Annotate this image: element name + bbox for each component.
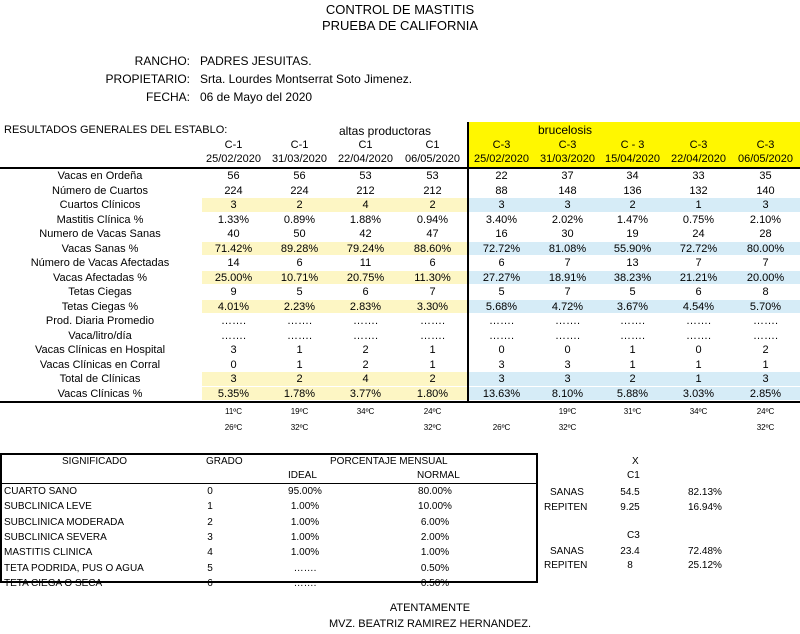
summary-c3-repiten-label: REPITEN (544, 560, 588, 571)
column-date: 31/03/2020 (271, 153, 328, 165)
summary-c1-repiten-label: REPITEN (544, 502, 588, 513)
table-cell: 3.30% (416, 300, 449, 313)
meaning-ideal: ……. (293, 562, 317, 574)
table-cell: 13.63% (482, 387, 521, 400)
column-date: 22/04/2020 (670, 153, 727, 165)
row-label: Número de Vacas Afectadas (30, 257, 170, 269)
table-cell: 38.23% (613, 271, 652, 284)
summary-c3-repiten-x: 8 (627, 560, 633, 571)
table-cell: 4.72% (551, 300, 584, 313)
meaning-normal: 80.00% (418, 486, 452, 497)
table-cell: 6 (362, 286, 369, 298)
meaning-grado: 5 (207, 562, 213, 574)
table-cell: 1.33% (217, 213, 250, 226)
meaning-grado: 4 (207, 547, 213, 559)
table-cell: 5 (498, 286, 505, 298)
meaning-normal: 1.00% (420, 547, 450, 559)
summary-c1-sanas-x: 54.5 (620, 487, 640, 498)
meaning-normal: 2.00% (420, 531, 450, 543)
table-cell: 2 (362, 344, 369, 356)
temperature-value: 26ºC (224, 423, 243, 432)
table-cell: 0.75% (682, 213, 715, 226)
table-cell: 33 (692, 170, 705, 182)
column-code: C-3 (492, 139, 511, 151)
meaning-name: SUBCLINICA MODERADA (4, 516, 125, 528)
meaning-normal: 10.00% (418, 501, 452, 513)
table-cell: 3 (564, 199, 571, 211)
table-cell: 22 (495, 170, 508, 182)
meaning-ideal: 95.00% (288, 486, 322, 497)
temperature-value: 24ºC (423, 407, 442, 416)
meaning-ideal: ……. (293, 577, 317, 589)
signature-name: MVZ. BEATRIZ RAMIREZ HERNANDEZ. (328, 618, 532, 630)
table-cell: 7 (695, 257, 702, 269)
table-cell: 4 (362, 373, 369, 385)
table-cell: ……. (752, 315, 779, 327)
meaning-grado: 6 (207, 577, 213, 589)
table-row (0, 227, 800, 242)
table-row (0, 358, 800, 373)
table-cell: 0 (230, 358, 237, 371)
table-cell: 1 (695, 373, 702, 385)
table-cell: 1 (695, 358, 702, 371)
table-row (0, 271, 800, 286)
table-cell: 7 (762, 257, 769, 269)
table-row (0, 387, 800, 402)
col-normal: NORMAL (417, 470, 460, 481)
summary-c1-sanas-label: SANAS (550, 487, 584, 498)
meaning-ideal: 1.00% (290, 501, 320, 513)
table-cell: ……. (419, 329, 446, 342)
report-title: CONTROL DE MASTITIS (325, 2, 475, 17)
table-cell: ……. (286, 329, 313, 342)
table-cell: ……. (352, 329, 379, 342)
summary-c1-sanas-pct: 82.13% (688, 487, 722, 498)
table-cell: 4.01% (217, 300, 250, 313)
propietario-label: PROPIETARIO: (105, 72, 190, 86)
column-date: 25/02/2020 (205, 153, 262, 165)
table-cell: 88.60% (413, 242, 452, 255)
table-row (0, 242, 800, 257)
column-code: C-3 (689, 139, 708, 151)
table-cell: 5.88% (616, 387, 649, 400)
table-cell: 56 (293, 170, 306, 182)
temperature-value: 11ºC (224, 407, 242, 416)
table-cell: 72.72% (679, 242, 718, 255)
table-cell: 24 (692, 228, 705, 240)
table-cell: 3 (230, 373, 237, 385)
table-cell: 28 (759, 228, 772, 240)
column-code: C - 3 (620, 139, 645, 151)
col-ideal: IDEAL (288, 470, 317, 481)
table-cell: 5.35% (217, 387, 250, 400)
table-cell: 14 (227, 257, 240, 269)
row-label: Mastitis Clínica % (56, 213, 144, 226)
meaning-name: TETA PODRIDA, PUS O AGUA (4, 562, 144, 574)
table-cell: 7 (564, 286, 571, 298)
table-cell: 11 (359, 257, 372, 269)
table-cell: 18.91% (548, 271, 587, 284)
group-brucelosis: brucelosis (537, 123, 593, 137)
summary-c3-label: C3 (627, 530, 640, 541)
temperature-value: 32ºC (290, 423, 309, 432)
meaning-normal: 0.50% (420, 562, 450, 574)
temperature-value: 19ºC (290, 407, 309, 416)
rancho-value: PADRES JESUITAS. (200, 54, 312, 68)
table-cell: ……. (220, 315, 247, 327)
table-cell: 53 (359, 170, 372, 182)
temperature-value: 31ºC (623, 407, 642, 416)
table-cell: 3.40% (485, 213, 518, 226)
table-cell: 4 (362, 199, 369, 211)
table-cell: ……. (419, 315, 446, 327)
column-date: 15/04/2020 (604, 153, 661, 165)
table-cell: 27.27% (482, 271, 521, 284)
table-cell: 8 (762, 286, 769, 298)
meaning-name: SUBCLINICA SEVERA (4, 531, 107, 543)
table-cell: 8.10% (551, 387, 584, 400)
table-cell: 5.68% (485, 300, 518, 313)
table-cell: 1 (695, 199, 702, 211)
table-cell: 3 (230, 344, 237, 356)
table-cell: 3 (762, 199, 769, 211)
meaning-name: MASTITIS CLINICA (4, 547, 93, 559)
table-row (0, 169, 800, 184)
table-cell: 1 (429, 344, 436, 356)
table-cell: 6 (429, 257, 436, 269)
temperature-value: 24ºC (756, 407, 775, 416)
table-cell: 3 (498, 358, 505, 371)
table-cell: 0 (695, 344, 702, 356)
meaning-name: TETA CIEGA O SECA (4, 577, 103, 589)
table-cell: 1 (296, 344, 303, 356)
signature-closing: ATENTAMENTE (389, 602, 471, 614)
temperature-value: 32ºC (558, 423, 577, 432)
table-cell: 1.47% (616, 213, 649, 226)
meaning-normal: 0.50% (420, 577, 450, 589)
table-cell: ……. (685, 315, 712, 327)
table-cell: 212 (356, 184, 375, 197)
column-date: 31/03/2020 (539, 153, 596, 165)
rancho-label: RANCHO: (134, 54, 190, 68)
table-cell: 2 (429, 199, 436, 211)
column-date: 25/02/2020 (473, 153, 530, 165)
row-label: Tetas Ciegas % (61, 300, 139, 313)
meaning-grado: 0 (207, 486, 213, 497)
table-cell: 53 (426, 170, 439, 182)
table-cell: 2.85% (749, 387, 782, 400)
table-cell: 224 (224, 184, 243, 197)
row-label: Vacas Clínicas en Hospital (34, 344, 166, 356)
meaning-ideal: 1.00% (290, 516, 320, 528)
meaning-grado: 1 (207, 501, 213, 513)
table-cell: 40 (227, 228, 240, 240)
meaning-ideal: 1.00% (290, 547, 320, 559)
table-cell: 3.67% (616, 300, 649, 313)
table-row (0, 343, 800, 358)
table-cell: 2 (296, 373, 303, 385)
summary-c3-repiten-pct: 25.12% (688, 560, 722, 571)
table-cell: 0 (498, 344, 505, 356)
row-label: Vacas Afectadas % (53, 271, 147, 284)
table-row (0, 198, 800, 213)
column-date: 22/04/2020 (337, 153, 394, 165)
table-cell: 132 (689, 184, 708, 197)
meaning-grado: 2 (207, 516, 213, 528)
meaning-grado: 3 (207, 531, 213, 543)
table-cell: 19 (626, 228, 639, 240)
table-cell: 47 (426, 228, 439, 240)
table-row (0, 329, 800, 344)
meaning-header-rule (0, 483, 538, 484)
table-cell: 3 (564, 358, 571, 371)
row-label: Numero de Vacas Sanas (39, 228, 161, 240)
temperature-value: 32ºC (423, 423, 442, 432)
table-cell: 7 (429, 286, 436, 298)
column-date: 06/05/2020 (737, 153, 794, 165)
table-cell: 2.23% (283, 300, 316, 313)
table-cell: 0 (564, 344, 571, 356)
table-cell: ……. (554, 329, 581, 342)
table-cell: 25.00% (214, 271, 253, 284)
table-cell: 212 (423, 184, 442, 197)
table-cell: ……. (352, 315, 379, 327)
table-cell: 224 (290, 184, 309, 197)
table-cell: 13 (626, 257, 639, 269)
table-cell: ……. (488, 329, 515, 342)
meaning-ideal: 1.00% (290, 531, 320, 543)
meaning-name: CUARTO SANO (4, 486, 77, 497)
table-cell: ……. (685, 329, 712, 342)
table-cell: ……. (488, 315, 515, 327)
table-cell: 1 (629, 344, 636, 356)
row-label: Total de Clínicas (59, 373, 141, 385)
propietario-value: Srta. Lourdes Montserrat Soto Jimenez. (200, 72, 413, 86)
table-cell: 3.03% (682, 387, 715, 400)
table-row (0, 300, 800, 315)
table-cell: 2 (629, 199, 636, 211)
summary-c1-repiten-x: 9.25 (620, 502, 640, 513)
column-code: C1 (425, 139, 440, 151)
report-subtitle: PRUEBA DE CALIFORNIA (321, 18, 479, 33)
table-cell: 56 (227, 170, 240, 182)
table-cell: 3 (230, 199, 237, 211)
summary-x-label: X (632, 456, 639, 467)
table-cell: 10.71% (280, 271, 319, 284)
table-cell: 72.72% (482, 242, 521, 255)
row-label: Número de Cuartos (52, 184, 148, 197)
table-cell: 3 (762, 373, 769, 385)
temperature-value: 19ºC (558, 407, 577, 416)
column-code: C1 (358, 139, 373, 151)
summary-c3-sanas-pct: 72.48% (688, 546, 722, 557)
table-cell: 5.70% (749, 300, 782, 313)
table-cell: 80.00% (746, 242, 785, 255)
column-code: C-3 (756, 139, 775, 151)
table-cell: ……. (619, 329, 646, 342)
table-cell: 140 (756, 184, 775, 197)
table-cell: 21.21% (679, 271, 718, 284)
table-cell: 3 (564, 373, 571, 385)
col-porcentaje: PORCENTAJE MENSUAL (330, 456, 448, 467)
table-cell: 1 (629, 358, 636, 371)
row-label: Vacas en Ordeña (57, 170, 143, 182)
table-cell: 136 (623, 184, 642, 197)
table-cell: 16 (495, 228, 508, 240)
row-label: Vacas Sanas % (61, 242, 139, 255)
table-cell: 88 (495, 184, 508, 197)
table-cell: 5 (296, 286, 303, 298)
table-cell: 20.75% (346, 271, 385, 284)
table-cell: 1.78% (283, 387, 316, 400)
table-cell: 1.88% (349, 213, 382, 226)
table-cell: 1 (762, 358, 769, 371)
table-row (0, 184, 800, 199)
table-cell: 4.54% (682, 300, 715, 313)
table-cell: 7 (564, 257, 571, 269)
summary-c1-repiten-pct: 16.94% (688, 502, 722, 513)
column-code: C-1 (224, 139, 243, 151)
table-row (0, 314, 800, 329)
table-cell: 55.90% (613, 242, 652, 255)
col-grado: GRADO (206, 456, 243, 467)
table-cell: 2 (296, 199, 303, 211)
footer-rule (0, 401, 800, 403)
table-cell: 9 (230, 286, 237, 298)
column-code: C-3 (558, 139, 577, 151)
table-cell: 1 (429, 358, 436, 371)
table-cell: 3 (498, 199, 505, 211)
table-cell: 34 (626, 170, 639, 182)
col-significado: SIGNIFICADO (62, 456, 128, 467)
table-cell: 0.89% (283, 213, 316, 226)
table-row (0, 285, 800, 300)
table-cell: 79.24% (346, 242, 385, 255)
table-cell: 2 (762, 344, 769, 356)
table-cell: 30 (561, 228, 574, 240)
summary-c3-sanas-label: SANAS (550, 546, 584, 557)
table-cell: ……. (752, 329, 779, 342)
fecha-label: FECHA: (145, 90, 190, 104)
table-cell: 35 (759, 170, 772, 182)
table-cell: 3 (498, 373, 505, 385)
table-row (0, 256, 800, 271)
table-cell: 6 (296, 257, 303, 269)
table-cell: 1.80% (416, 387, 449, 400)
temperature-value: 34ºC (356, 407, 375, 416)
table-cell: 20.00% (746, 271, 785, 284)
table-cell: 50 (293, 228, 306, 240)
table-cell: 89.28% (280, 242, 319, 255)
table-cell: 71.42% (214, 242, 253, 255)
row-label: Vacas Clínicas en Corral (39, 358, 161, 371)
row-label: Prod. Diaria Promedio (45, 315, 155, 327)
temperature-value: 26ºC (492, 423, 511, 432)
table-cell: 2.10% (749, 213, 782, 226)
table-cell: 2.02% (551, 213, 584, 226)
table-cell: 148 (558, 184, 577, 197)
meaning-normal: 6.00% (420, 516, 450, 528)
table-cell: 3.77% (349, 387, 382, 400)
table-cell: 81.08% (548, 242, 587, 255)
summary-c1-label: C1 (627, 470, 640, 481)
table-cell: ……. (619, 315, 646, 327)
table-cell: 2 (629, 373, 636, 385)
row-label: Cuartos Clínicos (59, 199, 141, 211)
column-date: 06/05/2020 (404, 153, 461, 165)
section-title: RESULTADOS GENERALES DEL ESTABLO: (4, 124, 228, 136)
table-row (0, 372, 800, 387)
table-cell: 5 (629, 286, 636, 298)
table-cell: 11.30% (414, 271, 451, 284)
table-cell: 1 (296, 358, 303, 371)
table-cell: 6 (498, 257, 505, 269)
row-label: Tetas Ciegas (68, 286, 132, 298)
fecha-value: 06 de Mayo del 2020 (200, 90, 313, 104)
column-code: C-1 (290, 139, 309, 151)
summary-c3-sanas-x: 23.4 (620, 546, 640, 557)
table-cell: ……. (554, 315, 581, 327)
temperature-value: 34ºC (689, 407, 708, 416)
row-label: Vacas Clínicas % (57, 387, 143, 400)
group-altas-productoras: altas productoras (338, 124, 432, 138)
table-cell: ……. (286, 315, 313, 327)
table-cell: 6 (695, 286, 702, 298)
table-cell: 37 (561, 170, 574, 182)
row-label: Vaca/litro/día (68, 329, 132, 342)
table-cell: 2 (362, 358, 369, 371)
table-cell: 42 (359, 228, 372, 240)
table-cell: 2 (429, 373, 436, 385)
table-cell: ……. (220, 329, 247, 342)
table-row (0, 213, 800, 228)
temperature-value: 32ºC (756, 423, 775, 432)
table-cell: 0.94% (416, 213, 449, 226)
table-cell: 2.83% (349, 300, 382, 313)
meaning-name: SUBCLINICA LEVE (4, 501, 92, 513)
